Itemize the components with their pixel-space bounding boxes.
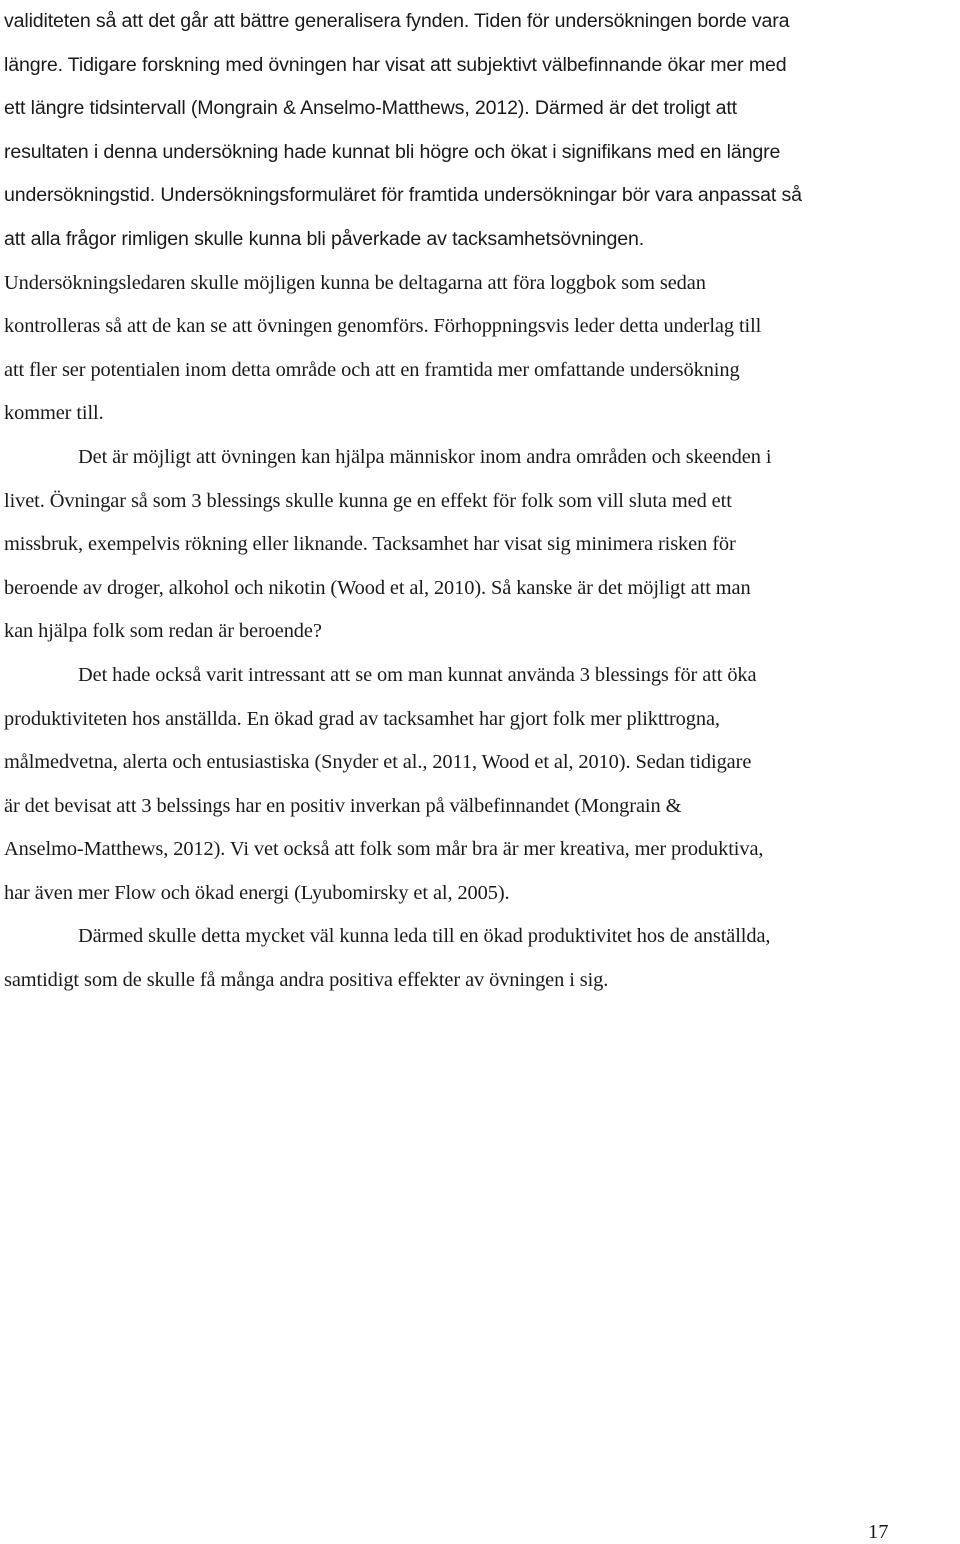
text-line: har även mer Flow och ökad energi (Lyubomirsky et al, 2005). [4, 881, 510, 904]
text-line: att fler ser potentialen inom detta område och att en framtida mer omfattande undersökning [4, 358, 740, 381]
text-line: beroende av droger, alkohol och nikotin (Wood et al, 2010). Så kanske är det möjligt att man [4, 576, 751, 599]
text-line: längre. Tidigare forskning med övningen har visat att subjektivt välbefinnande ökar mer med [4, 53, 787, 76]
text-line: kommer till. [4, 402, 104, 425]
text-line: Det hade också varit intressant att se om man kunnat använda 3 blessings för att öka [78, 663, 757, 686]
text-line: Anselmo-Matthews, 2012). Vi vet också att folk som mår bra är mer kreativa, mer produktiva, [4, 838, 764, 861]
text-line: ett längre tidsintervall (Mongrain & Anselmo-Matthews, 2012). Därmed är det troligt att [4, 97, 737, 120]
text-line: validiteten så att det går att bättre generalisera fynden. Tiden för undersökningen borde vara [4, 10, 790, 32]
text-line: målmedvetna, alerta och entusiastiska (Snyder et al., 2011, Wood et al, 2010). Sedan tidigare [4, 751, 752, 774]
text-line: missbruk, exempelvis rökning eller liknande. Tacksamhet har visat sig minimera risken för [4, 533, 736, 556]
text-line: produktiviteten hos anställda. En ökad grad av tacksamhet har gjort folk mer plikttrogna, [4, 707, 720, 730]
text-line: Undersökningsledaren skulle möjligen kunna be deltagarna att föra loggbok som sedan [4, 271, 706, 294]
text-line: Det är möjligt att övningen kan hjälpa människor inom andra områden och skeenden i [78, 445, 772, 468]
text-line: är det bevisat att 3 belssings har en positiv inverkan på välbefinnandet (Mongrain & [4, 794, 682, 817]
text-line: livet. Övningar så som 3 blessings skulle kunna ge en effekt för folk som vill sluta med ett [4, 489, 732, 512]
text-line: att alla frågor rimligen skulle kunna bli påverkade av tacksamhetsövningen. [4, 227, 645, 250]
page-number: 17 [868, 1521, 889, 1543]
text-line: resultaten i denna undersökning hade kunnat bli högre och ökat i signifikans med en längre [4, 140, 781, 163]
text-line: undersökningstid. Undersökningsformuläret för framtida undersökningar bör vara anpassat så [4, 184, 802, 207]
body-text [4, 0, 957, 1003]
text-line: Därmed skulle detta mycket väl kunna leda till en ökad produktivitet hos de anställda, [78, 925, 771, 948]
text-line: kontrolleras så att de kan se att övningen genomförs. Förhoppningsvis leder detta underlag till [4, 315, 762, 338]
text-line: samtidigt som de skulle få många andra positiva effekter av övningen i sig. [4, 969, 609, 992]
text-line: kan hjälpa folk som redan är beroende? [4, 620, 322, 643]
